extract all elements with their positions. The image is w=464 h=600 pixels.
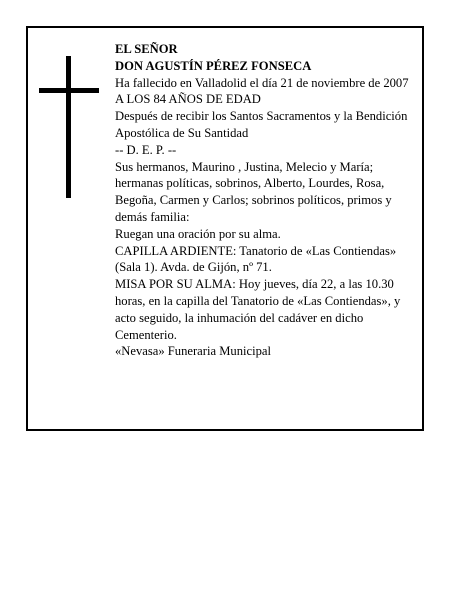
cross-icon bbox=[39, 56, 99, 198]
title-line-1: EL SEÑOR bbox=[115, 42, 178, 56]
death-statement: Ha fallecido en Valladolid el día 21 de noviembre de 2007 bbox=[115, 75, 409, 90]
prayer-request: Ruegan una oración por su alma. bbox=[115, 226, 281, 241]
mass-info: MISA POR SU ALMA: Hoy jueves, día 22, a las 10.30 horas, en la capilla del Tanatorio de «Las Contiendas», y acto seguido, la inhumación del cadáver en dicho Cementerio. bbox=[115, 277, 401, 342]
age-statement: A LOS 84 AÑOS DE EDAD bbox=[115, 92, 261, 107]
cross-vertical-bar bbox=[66, 56, 71, 198]
rip-line: -- D. E. P. -- bbox=[115, 142, 177, 157]
obituary-notice bbox=[26, 26, 424, 431]
sacraments-statement: Después de recibir los Santos Sacramentos y la Bendición Apostólica de Su Santidad bbox=[115, 109, 408, 140]
chapel-info: CAPILLA ARDIENTE: Tanatorio de «Las Contiendas» (Sala 1). Avda. de Gijón, nº 71. bbox=[115, 243, 397, 275]
notice-text bbox=[115, 41, 421, 360]
family-statement: Sus hermanos, Maurino , Justina, Melecio y María; hermanas políticas, sobrinos, Alberto, Lourdes, Rosa, Begoña, Carmen y Carlos; sobrinos políticos, primos y demás familia: bbox=[115, 159, 392, 224]
funeral-home: «Nevasa» Funeraria Municipal bbox=[115, 344, 271, 359]
cross-horizontal-bar bbox=[39, 88, 99, 93]
deceased-name: DON AGUSTÍN PÉREZ FONSECA bbox=[115, 58, 312, 73]
